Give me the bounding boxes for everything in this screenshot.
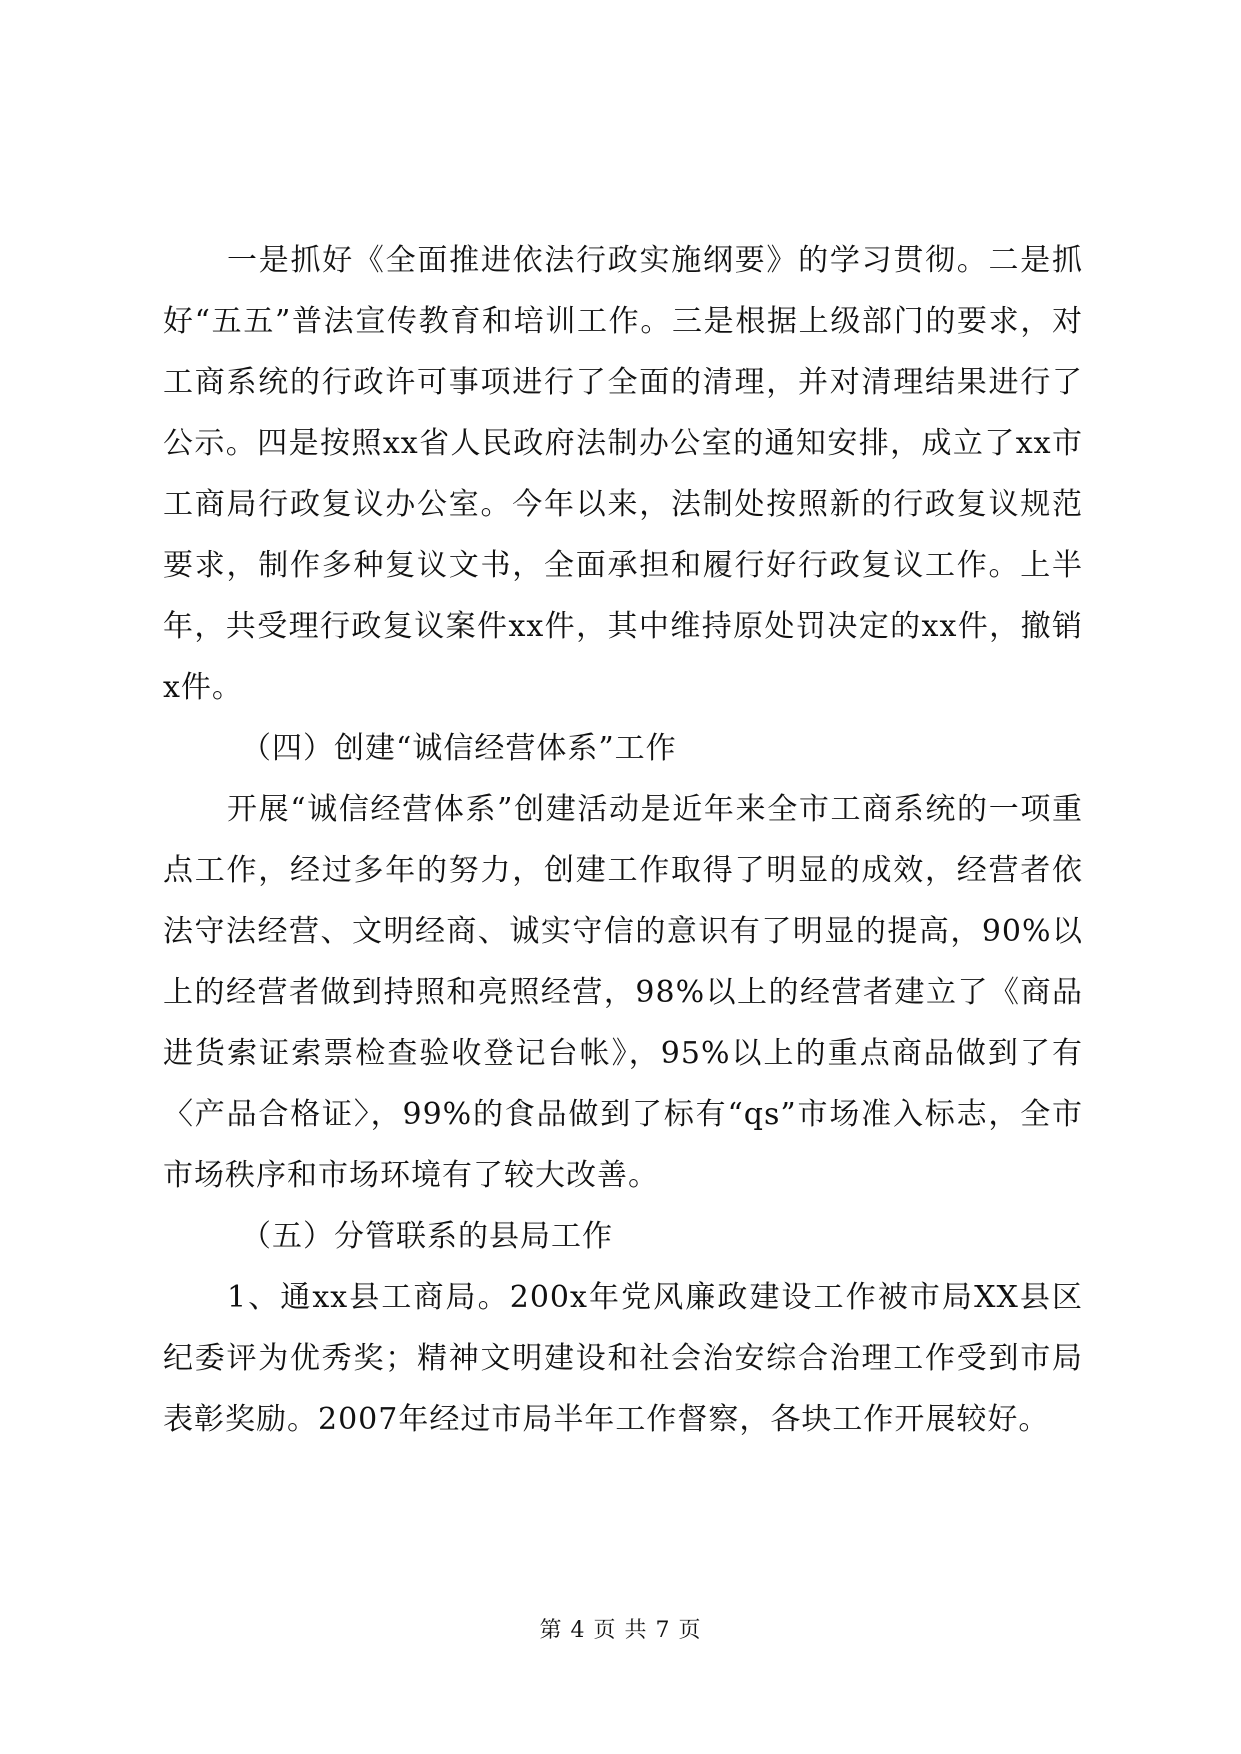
paragraph-county-bureau: 1、通xx县工商局。200x年党风廉政建设工作被市局XX县区纪委评为优秀奖；精神文明建设和社会治安综合治理工作受到市局表彰奖励。2007年经过市局半年工作督察，各块工作开展较好。	[163, 1280, 1083, 1437]
paragraph-integrity-system: 开展“诚信经营体系”创建活动是近年来全市工商系统的一项重点工作，经过多年的努力，创建工作取得了明显的成效，经营者依法守法经营、文明经商、诚实守信的意识有了明显的提高，90%以上的经营者做到持照和亮照经营，98%以上的经营者建立了《商品进货索证索票检查验收登记台帐》，95%以上的重点商品做到了有〈产品合格证〉，99%的食品做到了标有“qs”市场准入标志，全市市场秩序和市场环境有了较大改善。	[163, 792, 1083, 1193]
document-body	[163, 230, 1083, 1450]
section-heading-county-bureau: （五）分管联系的县局工作	[241, 1219, 613, 1254]
section-heading-integrity-system: （四）创建“诚信经营体系”工作	[241, 731, 677, 766]
paragraph-legal-work: 一是抓好《全面推进依法行政实施纲要》的学习贯彻。二是抓好“五五”普法宣传教育和培训工作。三是根据上级部门的要求，对工商系统的行政许可事项进行了全面的清理，并对清理结果进行了公示。四是按照xx省人民政府法制办公室的通知安排，成立了xx市工商局行政复议办公室。今年以来，法制处按照新的行政复议规范要求，制作多种复议文书，全面承担和履行好行政复议工作。上半年，共受理行政复议案件xx件，其中维持原处罚决定的xx件，撤销x件。	[163, 243, 1083, 705]
page-number-footer: 第 4 页 共 7 页	[539, 1618, 702, 1643]
